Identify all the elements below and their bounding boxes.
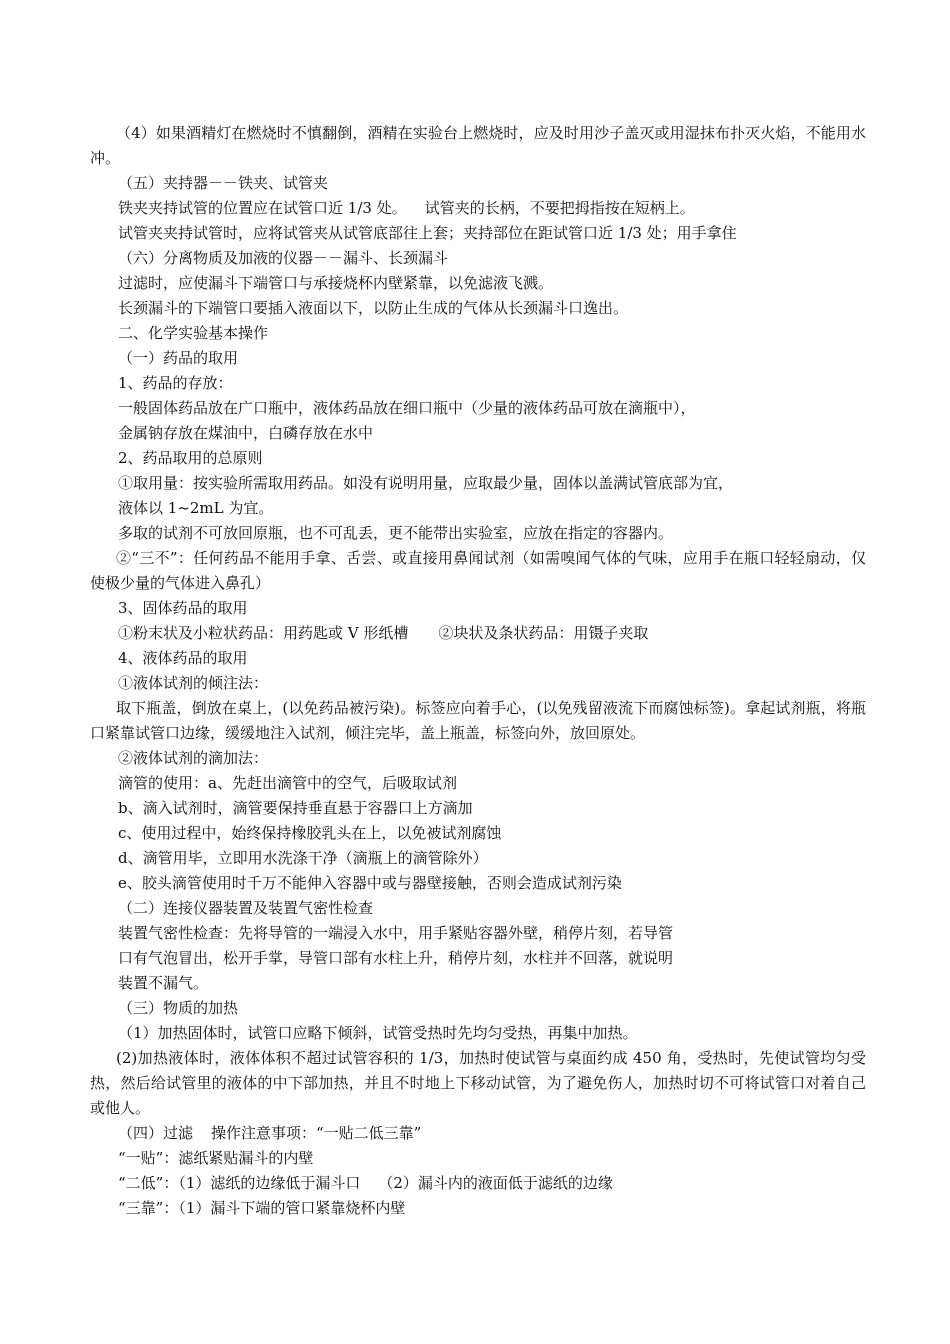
paragraph-storage-bottles: 一般固体药品放在广口瓶中，液体药品放在细口瓶中（少量的液体药品可放在滴瓶中）， <box>118 399 696 417</box>
heading-apparatus-check: （二）连接仪器装置及装置气密性检查 <box>118 899 374 917</box>
heading-solid-reagents: 3、固体药品的取用 <box>118 599 248 617</box>
heading-reagent-use: （一）药品的取用 <box>118 349 239 367</box>
paragraph-dropper-a: 滴管的使用：a、先赶出滴管中的空气，后吸取试剂 <box>118 774 457 792</box>
paragraph-sodium-phosphorus: 金属钠存放在煤油中，白磷存放在水中 <box>118 424 374 442</box>
heading-clamps: （五）夹持器－－铁夹、试管夹 <box>118 174 329 192</box>
paragraph-long-funnel: 长颈漏斗的下端管口要插入液面以下，以防止生成的气体从长颈漏斗口逸出。 <box>118 299 629 317</box>
paragraph-dropper-e: e、胶头滴管使用时千万不能伸入容器中或与器壁接触，否则会造成试剂污染 <box>118 874 622 892</box>
paragraph-iron-clamp <box>90 196 866 221</box>
filtration-rule: 操作注意事项：“一贴二低三靠” <box>211 1124 422 1142</box>
two-low-1: “二低”：（1）滤纸的边缘低于漏斗口 <box>118 1174 361 1192</box>
heading-pouring-method: ①液体试剂的倾注法： <box>118 674 269 692</box>
iron-clamp-text: 铁夹夹持试管的位置应在试管口近 1/3 处。 <box>118 199 407 217</box>
paragraph-heating-solid: （1）加热固体时，试管口应略下倾斜，试管受热时先均匀受热，再集中加热。 <box>118 1024 638 1042</box>
paragraph-filtering: 过滤时，应使漏斗下端管口与承接烧杯内壁紧靠，以免滤液飞溅。 <box>118 274 554 292</box>
filtration-title: （四）过滤 <box>118 1124 194 1142</box>
heading-general-principles: 2、药品取用的总原则 <box>118 449 263 467</box>
heading-filtration <box>90 1121 866 1146</box>
paragraph-amount: ①取用量：按实验所需取用药品。如没有说明用量，应取最少量，固体以盖满试管底部为宜， <box>118 474 734 492</box>
paragraph-three-nots: ②“三不”：任何药品不能用手拿、舌尝、或直接用鼻闻试剂（如需嗅闻气体的气味，应用手在瓶口轻轻扇动，仅使极少量的气体进入鼻孔） <box>90 549 866 592</box>
two-low-2: （2）漏斗内的液面低于滤纸的边缘 <box>378 1174 613 1192</box>
paragraph-three-lean: “三靠”：（1）漏斗下端的管口紧靠烧杯内壁 <box>118 1199 406 1217</box>
paragraph-excess-reagent: 多取的试剂不可放回原瓶，也不可乱丢，更不能带出实验室，应放在指定的容器内。 <box>118 524 674 542</box>
paragraph-dropper-d: d、滴管用毕，立即用水洗涤干净（滴瓶上的滴管除外） <box>118 849 488 867</box>
tube-clamp-handle-text: 试管夹的长柄，不要把拇指按在短柄上。 <box>424 199 695 217</box>
paragraph-dropper-c: c、使用过程中，始终保持橡胶乳头在上，以免被试剂腐蚀 <box>118 824 502 842</box>
paragraph-solid-methods <box>90 621 866 646</box>
paragraph-alcohol-lamp-fire: （4）如果酒精灯在燃烧时不慎翻倒，酒精在实验台上燃烧时，应及时用沙子盖灭或用湿抹布扑灭火焰，不能用水冲。 <box>90 124 866 167</box>
paragraph-pouring-steps: 取下瓶盖，倒放在桌上，(以免药品被污染)。标签应向着手心，(以免残留液流下而腐蚀标签)。拿起试剂瓶，将瓶口紧靠试管口边缘，缓缓地注入试剂，倾注完毕，盖上瓶盖，标签向外，放回原处。 <box>90 699 866 742</box>
paragraph-tube-clamp: 试管夹夹持试管时，应将试管夹从试管底部往上套；夹持部位在距试管口近 1/3 处；用手拿住 <box>118 224 737 242</box>
block-method-text: ②块状及条状药品：用镊子夹取 <box>438 624 649 642</box>
heading-funnels: （六）分离物质及加液的仪器－－漏斗、长颈漏斗 <box>118 249 449 267</box>
paragraph-airtight-2: 口有气泡冒出，松开手掌，导管口部有水柱上升，稍停片刻，水柱并不回落，就说明 <box>118 949 674 967</box>
paragraph-liquid-amount: 液体以 1~2mL 为宜。 <box>118 499 274 517</box>
document-body <box>90 121 866 1221</box>
paragraph-one-stick: “一贴”：滤纸紧贴漏斗的内壁 <box>118 1149 314 1167</box>
paragraph-two-low <box>90 1171 866 1196</box>
heading-storage: 1、药品的存放： <box>118 374 233 392</box>
powder-method-text: ①粉末状及小粒状药品：用药匙或 V 形纸槽 <box>118 624 409 642</box>
paragraph-heating-liquid: (2)加热液体时，液体体积不超过试管容积的 1/3，加热时使试管与桌面约成 450 角，受热时，先使试管均匀受热，然后给试管里的液体的中下部加热，并且不时地上下移动试管，为了避免伤人，加热时切不可将试管口对着自己或他人。 <box>90 1049 866 1117</box>
heading-heating: （三）物质的加热 <box>118 999 239 1017</box>
heading-liquid-reagents: 4、液体药品的取用 <box>118 649 248 667</box>
heading-basic-operations: 二、化学实验基本操作 <box>118 324 269 342</box>
heading-dropping-method: ②液体试剂的滴加法： <box>118 749 269 767</box>
paragraph-airtight-3: 装置不漏气。 <box>118 974 209 992</box>
paragraph-airtight-1: 装置气密性检查：先将导管的一端浸入水中，用手紧贴容器外壁，稍停片刻，若导管 <box>118 924 674 942</box>
paragraph-dropper-b: b、滴入试剂时，滴管要保持垂直悬于容器口上方滴加 <box>118 799 473 817</box>
